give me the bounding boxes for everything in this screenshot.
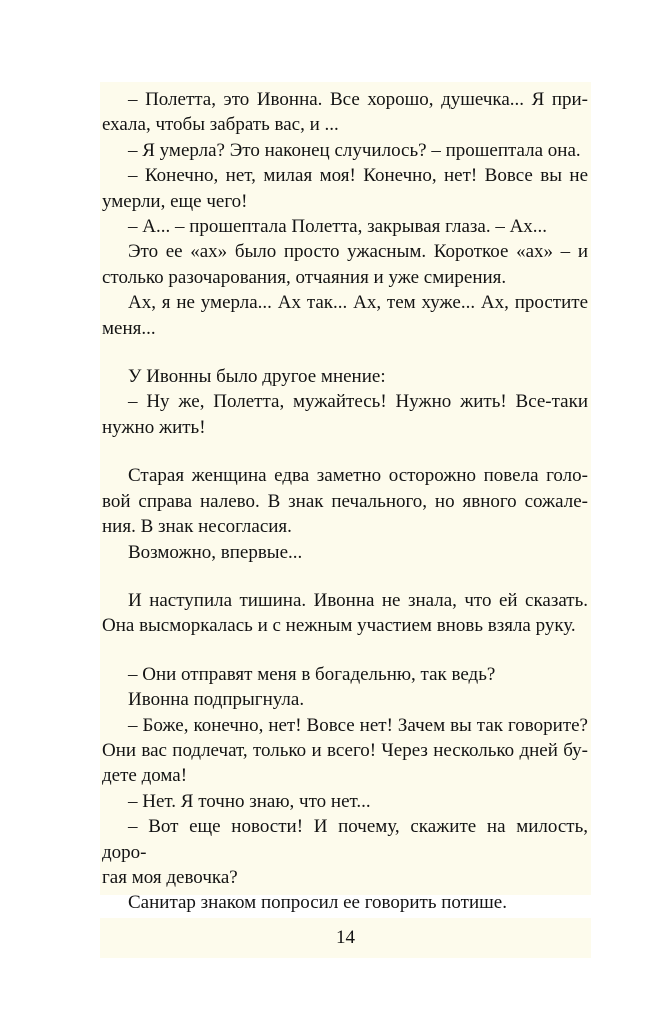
text-line: – Я умерла? Это наконец случилось? – прошептала она.	[128, 139, 581, 161]
text-line: Она высморкалась и с нежным участием вновь взяла руку.	[102, 615, 576, 637]
text-line: вой справа налево. В знак печального, но явного сожале-	[102, 490, 588, 512]
text-line: – Боже, конечно, нет! Вовсе нет! Зачем вы так говорите?	[128, 714, 588, 736]
paragraph	[102, 163, 588, 214]
paragraph	[102, 713, 588, 789]
paragraph	[102, 364, 588, 389]
paragraph	[102, 890, 588, 915]
text-line: – Нет. Я точно знаю, что нет...	[128, 790, 371, 812]
text-line: столько разочарования, отчаяния и уже смирения.	[102, 266, 507, 288]
text-line: умерли, еще чего!	[102, 190, 248, 212]
text-line: Это ее «ах» было просто ужасным. Короткое «ах» – и	[128, 241, 588, 263]
text-line: Старая женщина едва заметно осторожно повела голо-	[128, 465, 588, 487]
text-line: Они вас подлечат, только и всего! Через несколько дней бу-	[102, 739, 588, 761]
text-line: нужно жить!	[102, 416, 206, 438]
paragraph	[102, 789, 588, 814]
text-line: Ах, я не умерла... Ах так... Ах, тем хуже... Ах, простите	[128, 292, 588, 314]
paragraph	[102, 138, 588, 163]
page-footer	[100, 918, 591, 958]
text-line: Возможно, впервые...	[128, 541, 303, 563]
paragraph	[102, 814, 588, 890]
scene-break-spacer	[102, 565, 588, 588]
paragraph	[102, 290, 588, 341]
paragraph	[102, 239, 588, 290]
text-line: ехала, чтобы забрать вас, и ...	[102, 114, 339, 136]
text-line: дете дома!	[102, 765, 188, 787]
page-text-area	[100, 82, 591, 914]
page-number: 14	[336, 927, 355, 948]
paragraph	[102, 87, 588, 138]
scene-break-spacer	[102, 341, 588, 364]
paragraph	[102, 687, 588, 712]
text-line: – Вот еще новости! И почему, скажите на милость, доро-	[102, 816, 588, 863]
text-line: гая моя девочка?	[102, 866, 238, 888]
text-line: – Конечно, нет, милая моя! Конечно, нет! Вовсе вы не	[128, 165, 588, 187]
paragraph	[102, 588, 588, 639]
paragraph	[102, 540, 588, 565]
scene-break-spacer	[102, 440, 588, 463]
text-line: – Они отправят меня в богадельню, так ведь?	[128, 663, 496, 685]
text-line: – Полетта, это Ивонна. Все хорошо, душечка... Я при-	[128, 89, 588, 110]
text-line: Санитар знаком попросил ее говорить потише.	[128, 892, 507, 914]
scene-break-spacer	[102, 639, 588, 662]
text-line: ния. В знак несогласия.	[102, 516, 292, 538]
text-line: меня...	[102, 317, 156, 339]
paragraph	[102, 214, 588, 239]
text-line: – А... – прошептала Полетта, закрывая глаза. – Ах...	[128, 216, 548, 238]
text-line: У Ивонны было другое мнение:	[128, 366, 386, 388]
text-line: Ивонна подпрыгнула.	[128, 689, 305, 711]
paragraph	[102, 463, 588, 539]
text-line: – Ну же, Полетта, мужайтесь! Нужно жить! Все-таки	[128, 391, 588, 413]
paragraph	[102, 389, 588, 440]
text-line: И наступила тишина. Ивонна не знала, что ей сказать.	[128, 589, 588, 611]
paragraph	[102, 662, 588, 687]
